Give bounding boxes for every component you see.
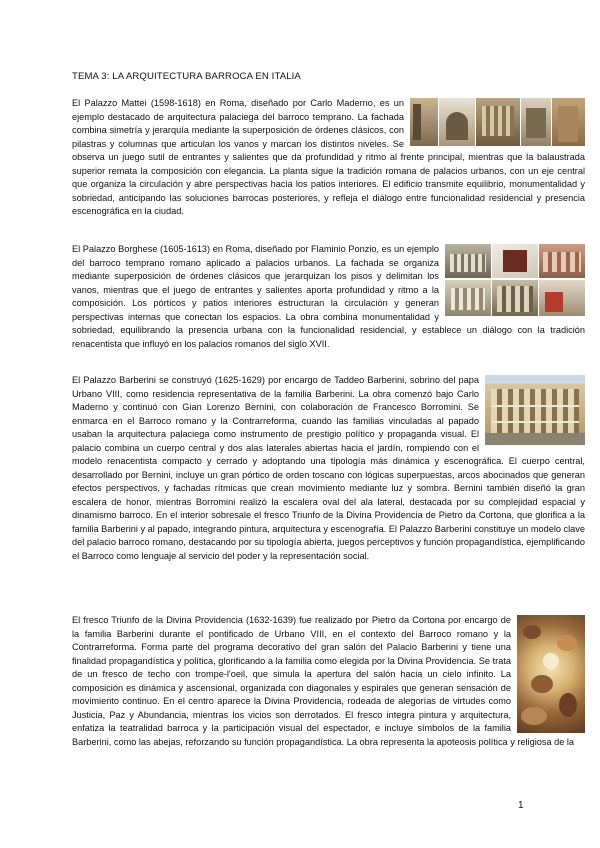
page-title: TEMA 3: LA ARQUITECTURA BARROCA EN ITALIA xyxy=(72,71,301,82)
paragraph-palazzo-mattei: El Palazzo Mattei (1598-1618) en Roma, diseñado por Carlo Maderno, es un ejemplo destacado de arquitectura palaciega del barroco temprano. La fachada combina simetría y jerarquía mediante la superposición de órdenes clásicos, con pilastras y columnas que articulan los vanos y marcan los distintos niveles. Se observa un juego sutil de entrantes y salientes que da profundidad y ritmo al frente principal, mientras que la balaustrada superior remata la composición con elegancia. La planta sigue la tradición romana de palacios urbanos, con un eje central que organiza la circulación y abre perspectivas hacia los patios interiores. El edificio transmite equilibrio, monumentalidad y sobriedad, anticipando las soluciones barrocas posteriores, y refleja el diálogo entre funcionalidad residencial y presencia escenográfica en la ciudad. xyxy=(72,98,585,216)
palazzo-borghese-images xyxy=(445,244,585,316)
paragraph-palazzo-barberini: El Palazzo Barberini se construyó (1625-1629) por encargo de Taddeo Barberini, sobrino del papa Urbano VIII, como residencia representativa de la familia Barberini. La obra comenzó bajo Carlo Maderno y continuó con Gian Lorenzo Bernini, con colaboración de Francesco Borromini. Se enmarca en el Barroco romano y la Contrarreforma, cuando las familias vinculadas al papado usaban la arquitectura palaciega como instrumento de prestigio político y propaganda visual. El palacio combina un cuerpo central y dos alas laterales abiertas hacia el jardín, rompiendo con el modelo renacentista compacto y cerrado y adoptando una tipología más dinámica y escenográfica. El cuerpo central, desarrollado por Bernini, incluye un gran pórtico de orden toscano con lógicas superpuestas, arcos abocinados que generan efectos perspectivos, y fachadas rítmicas que crean movimiento mediante luz y sombra. Bernini también diseñó la gran escalera de honor, mientras Borromini realizó la escalera oval del ala lateral, destacada por su complejidad espacial y dinamismo barroco. En el interior sobresale el fresco Triunfo de la Divina Providencia de Pietro da Cortona, que glorifica a la familia Barberini y al papado, integrando pintura, arquitectura y escenografía. El Palazzo Barberini constituye un modelo clave del palacio barroco romano, destacando por su tipología abierta, juegos perceptivos y función propagandística, ejemplificando el Barroco como lenguaje al servicio del poder y la representación social. xyxy=(72,375,585,561)
palazzo-barberini-image xyxy=(485,375,585,445)
palazzo-mattei-images xyxy=(410,98,585,146)
page-number: 1 xyxy=(518,800,524,811)
paragraph-palazzo-borghese: El Palazzo Borghese (1605-1613) en Roma, diseñado por Flaminio Ponzio, es un ejemplo del barroco temprano romano aplicado a palacios urbanos. La fachada se organiza mediante superposición de órdenes clásicos que jerarquizan los pisos y delimitan los vanos, mientras que el juego de entrantes y salientes aporta profundidad y ritmo a la composición. Los pórticos y patios interiores estructuran la circulación y generan perspectivas internas que conectan los espacios. La obra combina monumentalidad y sobriedad, equilibrando la presencia urbana con la funcionalidad residencial, y establece un diálogo con la tradición renacentista que influyó en los palacios romanos del siglo XVII. xyxy=(72,244,585,349)
paragraph-triunfo-divina-providencia: El fresco Triunfo de la Divina Providencia (1632-1639) fue realizado por Pietro da Cortona por encargo de la familia Barberini durante el pontificado de Urbano VIII, en el contexto del Barroco romano y la Contrarreforma. Forma parte del programa decorativo del gran salón del Palacio Barberini y tiene una finalidad propagandística y política, glorificando a la familia como elegida por la Divina Providencia. Se trata de un fresco de techo con trompe-l'oeil, que simula la apertura del salón hacia un cielo infinito. La composición es dinámica y ascensional, organizada con diagonales y espirales que generan sensación de movimiento continuo. En el centro aparece la Divina Providencia, rodeada de alegorías de virtudes como Justicia, Paz y Abundancia, mientras los vicios son derrotados. El fresco integra pintura y arquitectura, enfatiza la teatralidad barroca y la participación visual del espectador, e incluye símbolos de la familia Barberini, como las abejas, reforzando su función propagandística. La obra representa la apoteosis política y religiosa de la xyxy=(72,614,585,749)
fresco-triunfo-image xyxy=(517,615,585,733)
